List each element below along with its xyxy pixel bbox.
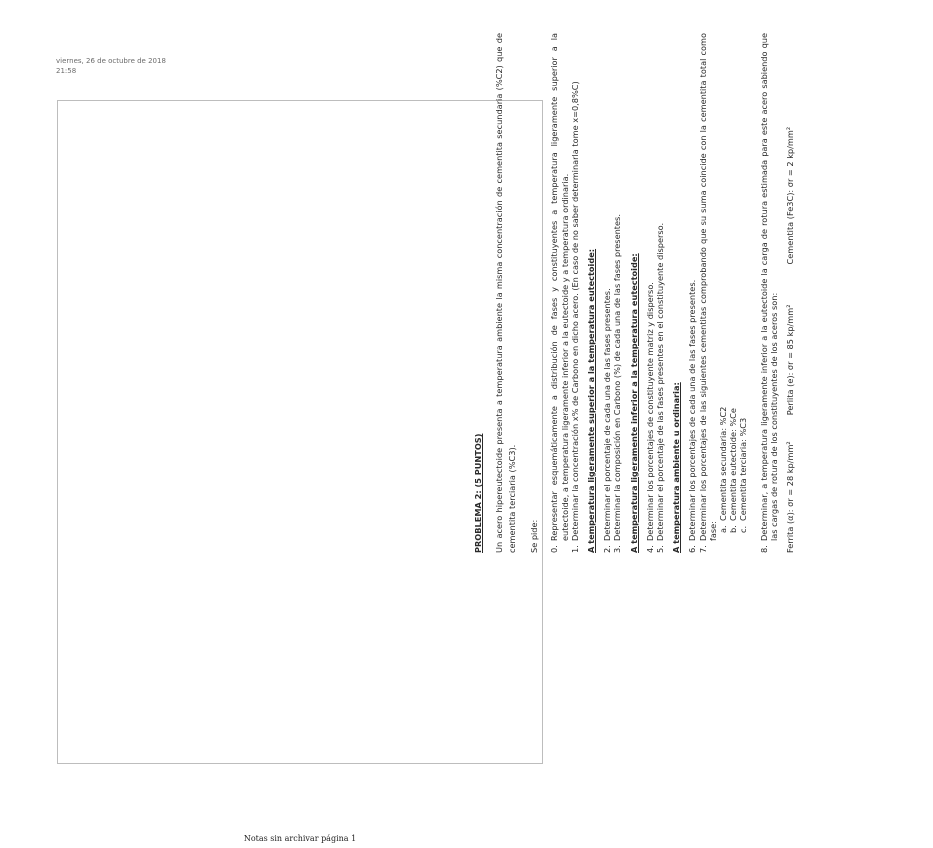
load-ferrite: Ferrita (α): σr = 28 kp/mm² [785, 441, 796, 553]
sub-item-text: Cementita terciaria: %C3 [738, 417, 749, 521]
se-pide-label: Se pide: [529, 519, 540, 553]
load-pearlite: Perlita (e): σr = 85 kp/mm² [785, 304, 796, 416]
item-number: 2. [602, 545, 613, 553]
load-cementite: Cementita (Fe3C): σr = 2 kp/mm² [785, 126, 796, 265]
problem-intro: Un acero hipereutectoide presenta a temperatura ambiente la misma concentración de cementita secundaria (%C2) que de cementita terciaria (%C3). [494, 33, 518, 553]
item-text: Determinar el porcentaje de cada una de las fases presentes. [602, 288, 613, 541]
timestamp [56, 56, 166, 76]
section-heading-below-eutectoid: A temperatura ligeramente inferior a la temperatura eutectoide: [628, 253, 639, 553]
item-text: Determinar los porcentajes de cada una de las fases presentes. [687, 279, 698, 541]
list-item [602, 33, 612, 553]
sub-item [718, 33, 728, 553]
sub-item-text: Cementita secundaria: %C2 [718, 406, 729, 521]
list-item [698, 33, 718, 553]
item-number: 0. [549, 545, 560, 553]
item-text: Determinar la composición en Carbono (%) de cada una de las fases presentes. [612, 214, 623, 541]
item-number: 6. [687, 545, 698, 553]
item-text: Representar esquemáticamente a distribución de fases y constituyentes a temperatura ligeramente superior a la eutectoide, a temperatura ligeramente inferior a la eutectoide y a temperatura ordinaria. [549, 33, 570, 541]
sub-item-letter: b. [728, 525, 739, 533]
problem-title: PROBLEMA 2: (5 PUNTOS) [473, 433, 483, 553]
page-footer: Notas sin archivar página 1 [243, 834, 357, 843]
item-number: 1. [569, 545, 580, 553]
item-number: 5. [655, 545, 666, 553]
sub-item-text: Cementita eutectoide: %Ce [728, 408, 739, 521]
item-text: Determinar los porcentajes de constituyente matriz y disperso. [644, 282, 655, 541]
item-text: Determinar la concentración x% de Carbono en dicho acero. (En caso de no saber determinarla tome x=0,8%C) [569, 81, 580, 541]
sub-item-letter: c. [738, 525, 749, 533]
item-number: 3. [612, 545, 623, 553]
list-item [612, 33, 622, 553]
sub-item [728, 33, 738, 553]
timestamp-time: 21:58 [56, 67, 77, 75]
item-number: 4. [644, 545, 655, 553]
problem-text [473, 33, 933, 553]
list-item [759, 33, 779, 553]
item-number: 8. [758, 545, 769, 553]
list-item [655, 33, 665, 553]
section-heading-room-temperature: A temperatura ambiente u ordinaria: [671, 382, 682, 553]
list-item [687, 33, 697, 553]
section-heading-above-eutectoid: A temperatura ligeramente superior a la temperatura eutectoide: [586, 248, 597, 553]
item-text: Determinar, a temperatura ligeramente inferior a la eutectoide la carga de rotura estimada para este acero sabiendo que las cargas de rotura de los constituyentes de los aceros son: [758, 33, 779, 541]
rupture-loads [785, 33, 795, 553]
document-page [57, 100, 543, 764]
list-item [549, 33, 569, 553]
sub-item-letter: a. [718, 525, 729, 533]
list-item [645, 33, 655, 553]
item-text: Determinar los porcentajes de las siguientes cementitas comprobando que su suma coincide con la cementita total como fase: [697, 33, 718, 541]
item-number: 7. [697, 545, 708, 553]
list-item [570, 33, 580, 553]
timestamp-date: viernes, 26 de octubre de 2018 [56, 57, 166, 65]
sub-item [738, 33, 748, 553]
item-text: Determinar el porcentaje de las fases presentes en el constituyente disperso. [655, 222, 666, 541]
